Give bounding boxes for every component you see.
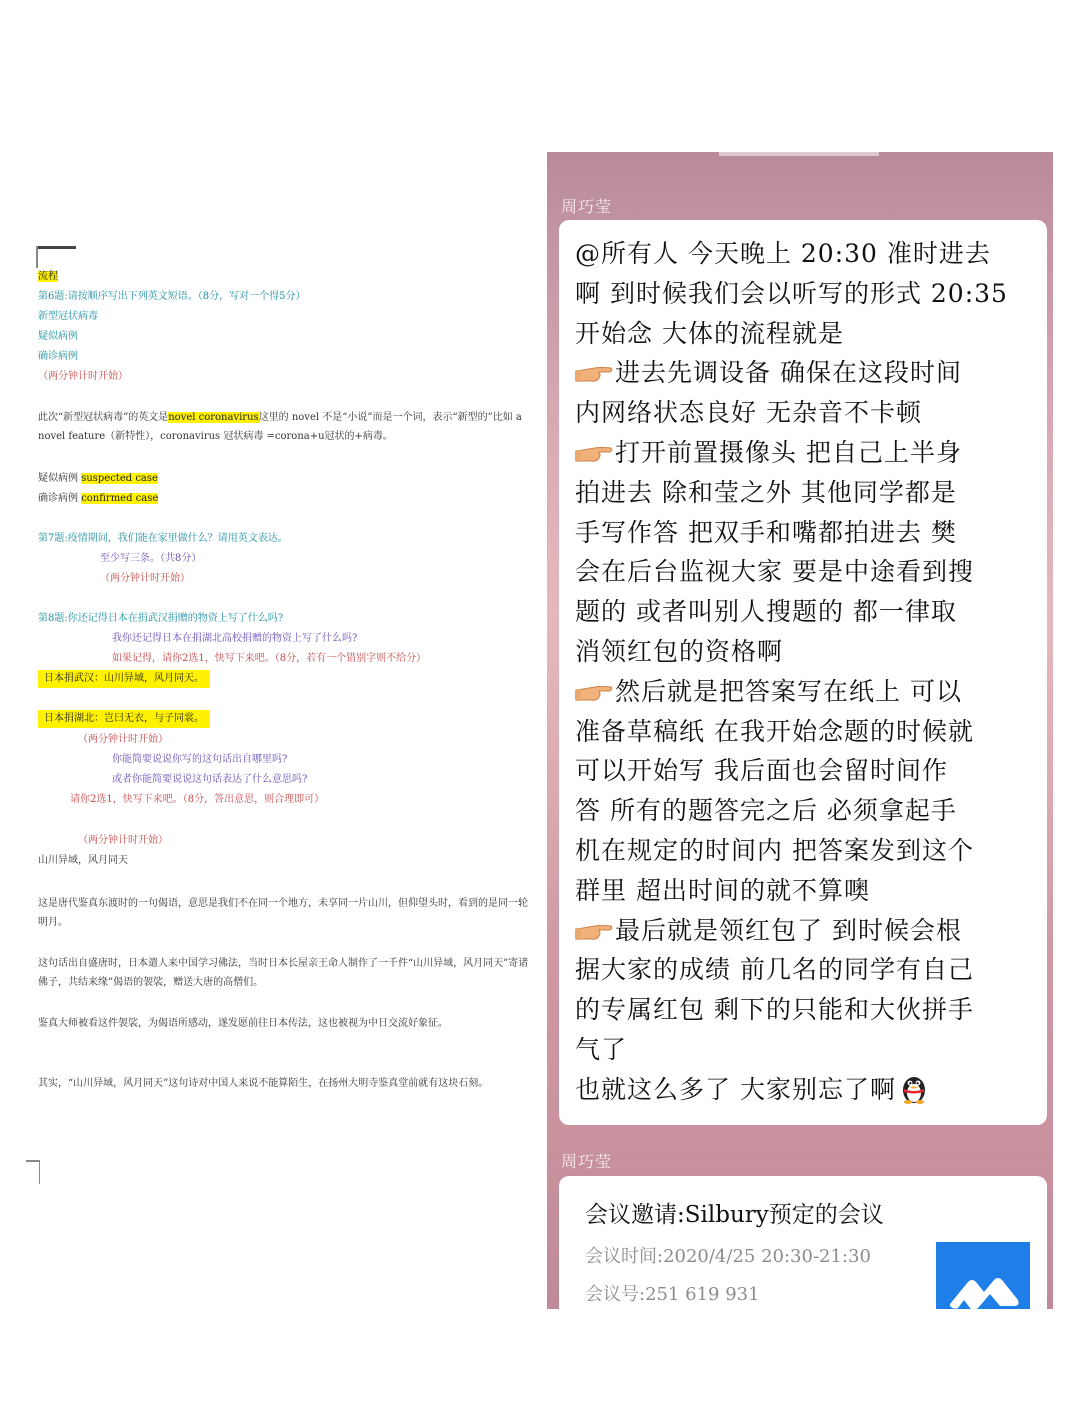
page-corner-mark [36,246,76,268]
doc-paragraph: 此次“新型冠状病毒”的英文是novel coronavirus这里的 novel 不是“小说”而是一个词，表示“新型的”比如 a novel feature（新特性），coronavirus 冠状病毒 =corona+u冠状的+病毒。 [38,412,522,442]
meeting-invite-card[interactable] [559,1176,1047,1309]
doc-timer-line: （两分钟计时开始） [78,835,168,846]
doc-line: 请你2选1，快写下来吧。（8分，答出意思，则合理即可） [70,794,325,805]
meeting-time: 会议时间:2020/4/25 20:30-21:30 [585,1246,871,1267]
doc-line: 或者你能简要说说这句话表达了什么意思吗? [112,774,308,785]
pointing-hand-icon [575,678,613,704]
message-line: 会在后台监视大家 要是中途看到搜 [575,557,974,587]
doc-line: 新型冠状病毒 [38,311,98,322]
message-line: 据大家的成绩 前几名的同学有自己 [575,955,974,985]
message-line: 打开前置摄像头 把自己上半身 [575,433,1047,473]
sender-name: 周巧莹 [561,197,613,216]
message-line: 也就这么多了 大家别忘了啊 [575,1070,1047,1110]
doc-paragraph: 鉴真大师被看这件袈裟，为偈语所感动，遂发愿前往日本传法，这也被视为中日交流好象征。 [38,1018,448,1029]
message-line: 进去先调设备 确保在这段时间 [575,353,1047,393]
doc-line: 疑似病例 [38,331,78,342]
message-line: 准备草稿纸 在我开始念题的时候就 [575,716,974,746]
tencent-meeting-logo-icon[interactable] [936,1242,1030,1309]
doc-line: 我你还记得日本在捐湖北高校捐赠的物资上写了什么吗? [112,633,358,644]
doc-paragraph: 这是唐代鉴真东渡时的一句偈语，意思是我们不在同一个地方，未享同一片山川，但仰望头时，看到的是同一轮明月。 [38,898,528,928]
doc-line: 确诊病例 confirmed case [38,493,159,504]
doc-timer-line: （两分钟计时开始） [78,734,168,745]
penguin-emoji-icon [898,1072,930,1104]
sender-name: 周巧莹 [561,1152,613,1171]
message-line: 的专属红包 剩下的只能和大伙拼手 [575,995,974,1025]
invite-title: 会议邀请:Silbury预定的会议 [585,1202,884,1228]
message-line: 消领红包的资格啊 [575,636,784,666]
message-line: @所有人 今天晚上 20:30 准时进去 [575,239,991,268]
message-line: 群里 超出时间的就不算噢 [575,875,870,905]
message-line: 内网络状态良好 无杂音不卡顿 [575,398,922,428]
doc-line: 至少写三条。（共8分） [100,553,202,564]
meeting-id: 会议号:251 619 931 [585,1284,760,1305]
message-line: 最后就是领红包了 到时候会根 [575,911,1047,951]
message-line: 拍进去 除和莹之外 其他同学都是 [575,477,957,507]
doc-highlight-answer: 日本捐湖北：岂曰无衣，与子同裳。 [38,710,210,728]
doc-line: 确诊病例 [38,351,78,362]
doc-line: 如果记得，请你2选1，快写下来吧。（8分，若有一个错别字则不给分） [112,653,427,664]
message-line: 机在规定的时间内 把答案发到这个 [575,835,974,865]
doc-question-8: 第8题:你还记得日本在捐武汉捐赠的物资上写了什么吗? [38,613,284,624]
message-line: 开始念 大体的流程就是 [575,318,844,348]
doc-paragraph: 这句话出自盛唐时，日本遣人来中国学习佛法，当时日本长屋亲王命人制作了一千件“山川异域，风月同天”寄诸佛子，共结来缘”偈语的袈裟，赠送大唐的高僧们。 [38,958,529,988]
doc-highlight-answer: 日本捐武汉：山川异域，风月同天。 [38,670,210,688]
message-bubble[interactable] [559,220,1047,1125]
pointing-hand-icon [575,917,613,943]
message-line: 然后就是把答案写在纸上 可以 [575,672,1047,712]
doc-line: 山川异域，风月同天 [38,855,128,866]
message-line: 题的 或者叫别人搜题的 都一律取 [575,597,957,627]
status-bar-line [719,152,879,156]
message-line: 可以开始写 我后面也会留时间作 [575,756,948,786]
page-corner-mark [26,1160,40,1184]
doc-timer-line: （两分钟计时开始） [100,573,190,584]
message-line: 答 所有的题答完之后 必须拿起手 [575,796,957,826]
doc-question-6: 第6题:请按顺序写出下列英文短语。（8分，写对一个得5分） [38,291,306,302]
doc-timer-line: （两分钟计时开始） [38,371,128,382]
doc-question-7: 第7题:疫情期间，我们能在家里做什么？请用英文表达。 [38,533,288,544]
doc-paragraph: 其实，“山川异域，风月同天”这句诗对中国人来说不能算陌生，在扬州大明寺鉴真堂前就有这块石刻。 [38,1078,489,1089]
doc-line: 流程 [38,271,58,282]
message-line: 啊 到时候我们会以听写的形式 20:35 [575,278,1008,308]
pointing-hand-icon [575,359,613,385]
message-line: 手写作答 把双手和嘴都拍进去 樊 [575,517,957,547]
message-line: 气了 [575,1034,628,1064]
doc-line: 疑似病例 suspected case [38,473,158,484]
chat-panel [547,152,1053,1309]
doc-line: 你能简要说说你写的这句话出自哪里吗? [112,754,288,765]
pointing-hand-icon [575,439,613,465]
